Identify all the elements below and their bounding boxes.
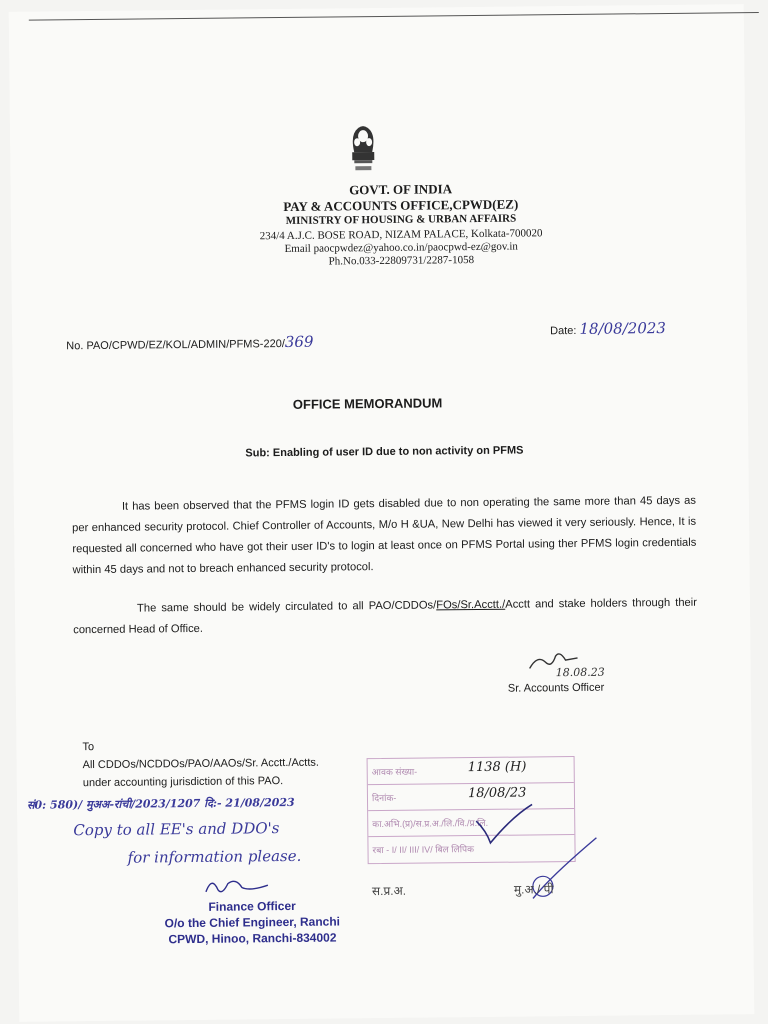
- signatory-designation: Sr. Accounts Officer: [507, 681, 605, 695]
- header-office: PAY & ACCOUNTS OFFICE,CPWD(EZ): [283, 196, 519, 215]
- reference-number-printed: No. PAO/CPWD/EZ/KOL/ADMIN/PFMS-220/: [66, 338, 285, 353]
- document-page: [9, 4, 755, 1022]
- finance-officer-address: CPWD, Hinoo, Ranchi-834002: [168, 930, 337, 947]
- finance-officer-signature-icon: [202, 873, 272, 898]
- date-label: Date:: [550, 324, 577, 338]
- reference-number-handwritten: 369: [284, 332, 314, 352]
- header-govt: GOVT. OF INDIA: [349, 181, 453, 198]
- handwritten-note-line-1: Copy to all EE's and DDO's: [73, 819, 280, 840]
- stamp-footer-right: मु.अ./ पी: [513, 882, 554, 897]
- stamp-footer-left: स.प्र.अ.: [371, 883, 407, 899]
- signature-date: 18.08.23: [555, 665, 605, 680]
- to-label: To: [82, 741, 95, 754]
- header-address: 234/4 A.J.C. BOSE ROAD, NIZAM PALACE, Kolkata-700020: [259, 227, 543, 243]
- national-emblem-icon: [346, 122, 381, 180]
- recipients-line-1: All CDDOs/NCDDOs/PAO/AAOs/Sr. Acctt./Actts.: [82, 756, 320, 772]
- stamp-label-inward-no: आवक संख्या-: [371, 766, 418, 778]
- stamp-value-inward-no: 1138 (H): [467, 759, 527, 776]
- para2-after: Acctt and stake holders through their concerned Head of Office.: [73, 596, 698, 637]
- para2-before: The same should be widely circulated to all PAO/CDDOs/: [136, 599, 437, 615]
- memo-paragraph-1: It has been observed that the PFMS login ID gets disabled due to non operating the same more than 45 days as per enhanced security protocol. Chief Controller of Accounts, M/o H &UA, New Delhi has viewed it very seriously. Hence, It is requested all concerned who have got their user ID's to login at least once on PFMS Portal using ther PFMS login credentials within 45 days and not to breach enhanced security protocol.: [72, 494, 697, 577]
- stamp-row-inward-no: [368, 757, 574, 785]
- stamp-label-sections: रबा - I/ II/ III/ IV/ बिल लिपिक: [372, 844, 475, 856]
- memo-title: OFFICE MEMORANDUM: [292, 395, 443, 412]
- para2-underlined: FOs/Sr.Acctt./: [436, 598, 506, 612]
- header-ministry: MINISTRY OF HOUSING & URBAN AFFAIRS: [285, 212, 517, 227]
- date-value: 18/08/2023: [579, 319, 667, 338]
- finance-officer-office: O/o the Chief Engineer, Ranchi: [164, 914, 341, 931]
- reference-number: [66, 333, 313, 354]
- handwritten-reference: सं0: 580)/ मुअअ-रांची/2023/1207 दि:- 21/08/2023: [26, 795, 295, 812]
- recipients-line-2: under accounting jurisdiction of this PAO.: [82, 775, 284, 790]
- finance-officer-title: Finance Officer: [208, 898, 296, 914]
- stamp-value-date: 18/08/23: [467, 785, 527, 802]
- header-email: Email paocpwdez@yahoo.co.in/paocpwd-ez@gov.in: [284, 240, 518, 256]
- top-rule: [29, 12, 759, 21]
- memo-paragraph-2: [73, 593, 697, 642]
- stamp-label-date: दिनांक-: [371, 792, 397, 804]
- header-phone: Ph.No.033-22809731/2287-1058: [328, 254, 475, 268]
- date-block: [550, 319, 666, 338]
- memo-subject: Sub: Enabling of user ID due to non activity on PFMS: [245, 444, 524, 460]
- handwritten-note-line-2: for information please.: [127, 846, 302, 867]
- stamp-label-officers: का.अभि.(प्र)/स.प्र.अ./लि./वि./प्र.लि.: [372, 817, 489, 830]
